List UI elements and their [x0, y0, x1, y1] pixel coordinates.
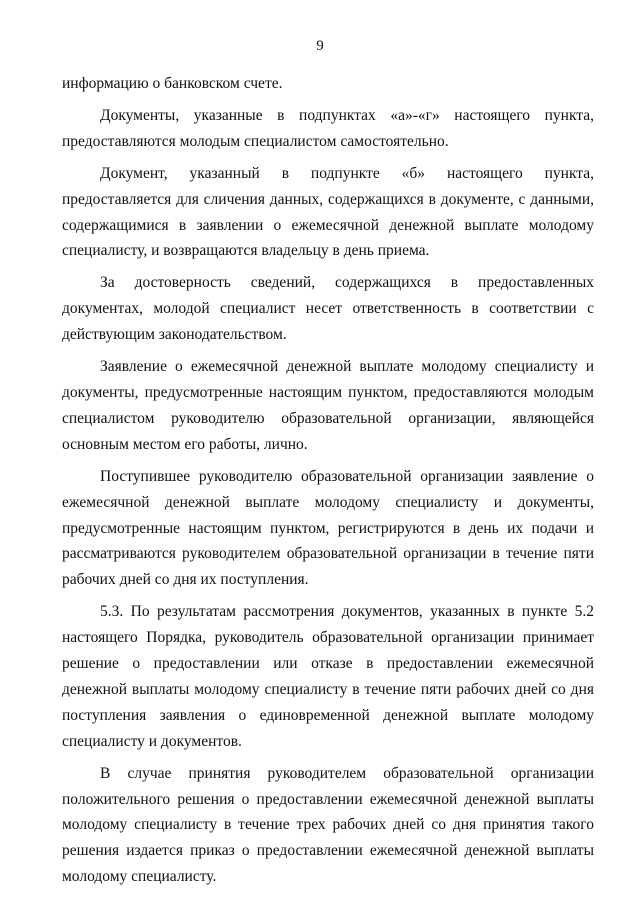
paragraph: В случае принятия руководителем образовательной организации положительного решения о предоставлении ежемесячной денежной выплаты молодому специалисту в течение трех рабочих дней со дня принятия такого решения издается приказ о предоставлении ежемесячной денежной выплаты молодому специалисту.	[62, 764, 594, 886]
document-body	[62, 71, 594, 896]
paragraph-section-5-3: 5.3. По результатам рассмотрения документов, указанных в пункте 5.2 настоящего Порядка, руководитель образовательной организации принимает решение о предоставлении или отказе в предоставлении ежемесячной денежной выплаты молодому специалисту в течение пяти рабочих дней со дня поступления заявления о единовременной денежной выплате молодому специалисту и документов.	[62, 603, 594, 750]
paragraph: Документ, указанный в подпункте «б» настоящего пункта, предоставляется для сличения данных, содержащихся в документе, с данными, содержащимися в заявлении о ежемесячной денежной выплате молодому специалисту, и возвращаются владельцу в день приема.	[62, 164, 594, 260]
page-number: 9	[316, 38, 324, 54]
paragraph: Документы, указанные в подпунктах «а»-«г» настоящего пункта, предоставляются молодым специалистом самостоятельно.	[62, 106, 594, 150]
paragraph-continuation: информацию о банковском счете.	[62, 75, 283, 92]
paragraph: Заявление о ежемесячной денежной выплате молодому специалисту и документы, предусмотренные настоящим пунктом, предоставляются молодым специалистом руководителю образовательной организации, являющейся основным местом его работы, лично.	[62, 358, 594, 453]
paragraph: Поступившее руководителю образовательной организации заявление о ежемесячной денежной выплате молодому специалисту и документы, предусмотренные настоящим пунктом, регистрируются в день их подачи и рассматриваются руководителем образовательной организации в течение пяти рабочих дней со дня их поступления.	[62, 467, 594, 589]
paragraph: За достоверность сведений, содержащихся в предоставленных документах, молодой специалист несет ответственность в соответствии с действующим законодательством.	[62, 274, 594, 344]
